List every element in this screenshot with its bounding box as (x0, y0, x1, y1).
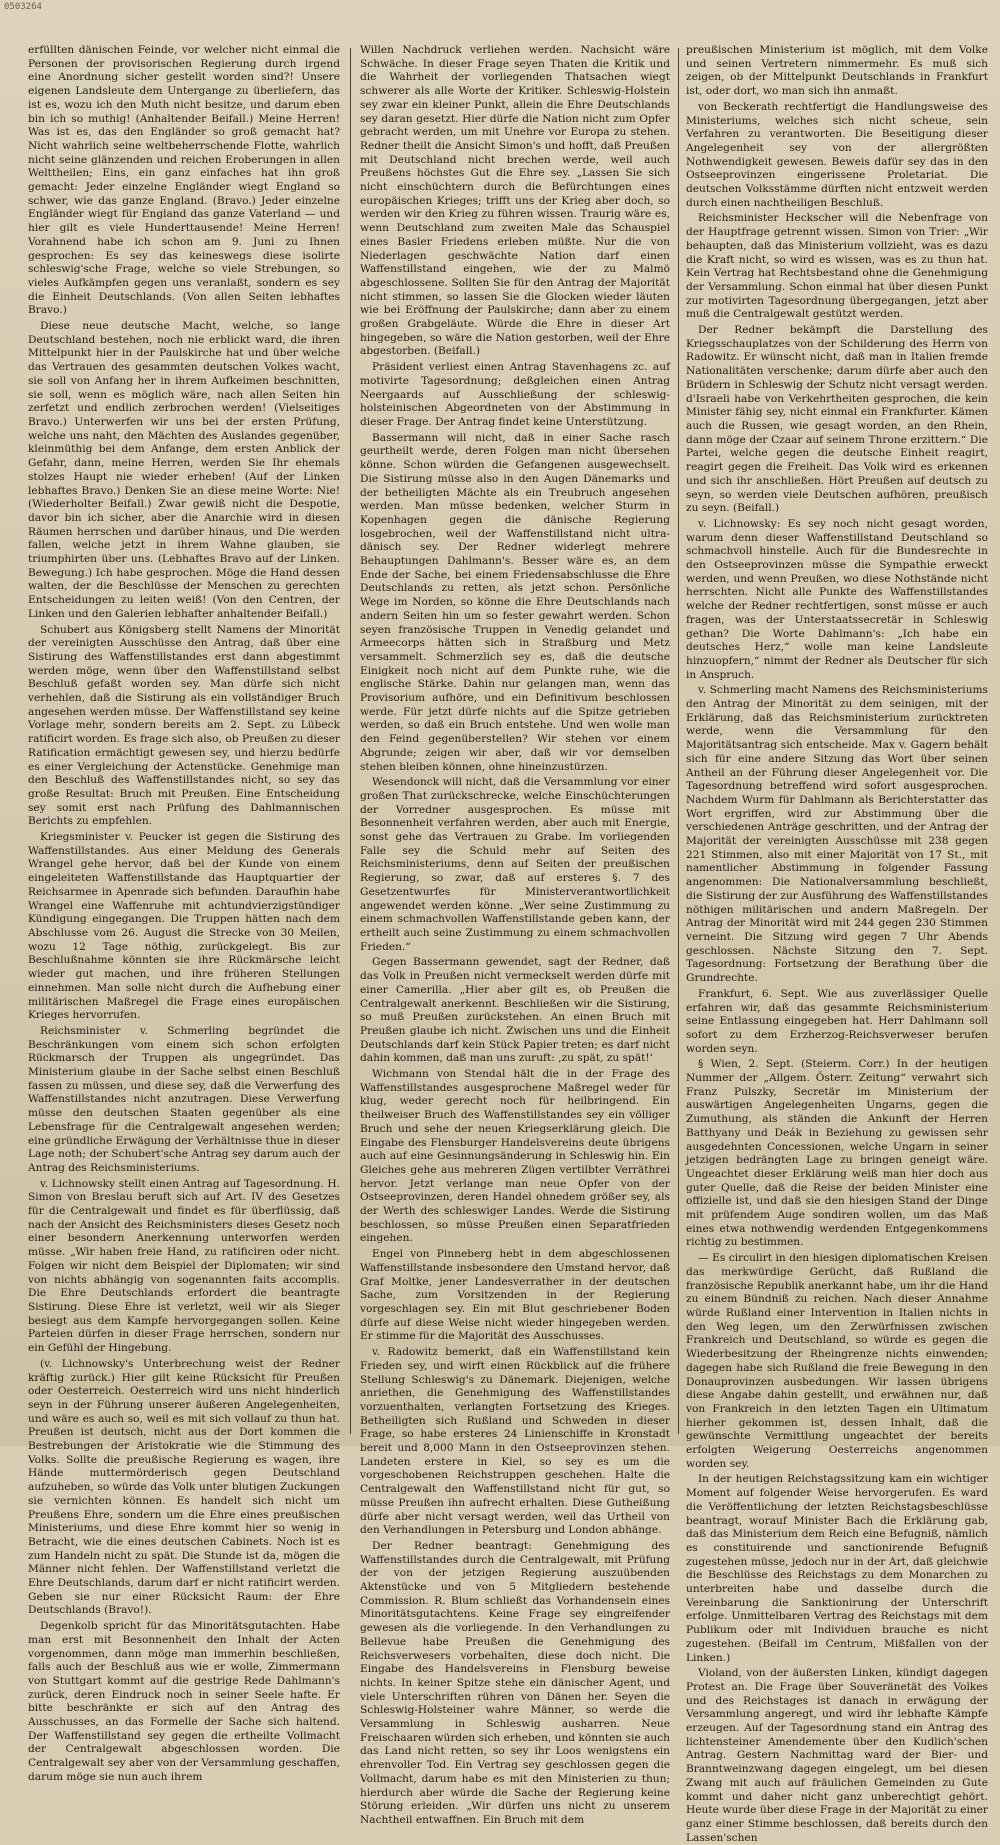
column-divider (350, 48, 351, 1434)
column-1 (28, 44, 340, 1783)
article-paragraph: Violand, von der äußersten Linken, kündigt dagegen Protest an. Die Frage über Souveränetät des Volkes und des Reichstages ist danach in erwägung der Versammlung angeregt, und wird ihr lebhafte Kämpfe erzeugen. Auf der Tagesordnung stand ein Antrag des lichtensteiner Amendemente über den Kudlich'schen Antrag. Gestern Nachmittag ward der Bier- und Branntweinzwang dagegen eingelegt, um bei diesen Zwang mit auch auf fräulichen Gemeinden zu Gute kommt und daher nicht ganz unberechtigt gehört. Heute wurde über diese Frage in der Majorität zu einer ganz einer Stimme beschlossen, daß bereits durch den Lassen'schen (686, 1667, 988, 1844)
article-paragraph: Diese neue deutsche Macht, welche, so lange Deutschland bestehen, noch nie erblickt ward, die ihren Mittelpunkt hier in der Paulskirche hat und über welche das Vertrauen des gesammten deutschen Volkes wacht, sie soll von Anfang her in ihrem Aufkeimen beschnitten, sie soll, wenn es möglich wäre, nach allen Seiten hin zerfetzt und endlich zerbrochen werden! (Vielseitiges Bravo.) Unterwerfen wir uns bei der ersten Prüfung, welche uns naht, den Mächten des Auslandes gegenüber, kleinmüthig bei dem Anfange, dem ersten Anblick der Gefahr, dann, meine Herren, werden Sie Ihr ehemals stolzes Haupt nie wieder erheben! (Auf der Linken lebhaftes Bravo.) Denken Sie an diese meine Worte: Nie! (Wiederholter Beifall.) Zwar gewiß nicht die Despotie, davor bin ich sicher, aber die Anarchie wird in diesen Räumen herrschen und darüber hinaus, und Die werden fallen, welche jetzt in ihrem Wahne glauben, sie triumphirten über uns. (Lebhaftes Bravo auf der Linken. Bewegung.) Ich habe gesprochen. Möge die Hand dessen walten, der die Beschlüsse der Menschen zu gerechten Entscheidungen zu leiten weiß! (Von den Centren, der Linken und den Galerien lebhafter anhaltender Beifall.) (28, 320, 340, 620)
article-paragraph: Der Redner beantragt: Genehmigung des Waffenstillstandes durch die Centralgewalt, mit Prüfung der von der jetzigen Regierung auszuübenden Aktenstücke und von 5 Mitgliedern bestehende Commission. R. Blum schließt das Vorhandensein eines Minoritätsgutachtens. Keine Frage sey eingreifender gewesen als die vorliegende. In den Verhandlungen zu Bellevue habe Preußen die Genehmigung des Reichsverwesers vorbehalten, diese doch nicht. Die Eingabe des Handelsvereins in Flensburg beweise nichts. In keiner Spitze stehe ein dänischer Agent, und viele Unterschriften rühren von Dänen her. Seyen die Schleswig-Holsteiner wahre Männer, so werde die Versammlung in Schleswig ausharren. Neue Freischaaren würden sich erheben, und könnten sie auch das Land nicht retten, so sey ihr Loos wenigstens ein ehrenvoller Tod. Ein Vertrag sey geschlossen gegen die Vollmacht, darum habe es mit den Ministerien zu thun; hierdurch aber würde die Sache der Regierung keine Störung erleiden. „Wir dürfen uns nicht zu unserem Nachtheil entwaffnen. Ein Bruch mit dem (360, 1539, 670, 1826)
article-paragraph: preußischen Ministerium ist möglich, mit dem Volke und seinen Vertretern nimmermehr. Es muß sich zeigen, ob der Mittelpunkt Deutschlands in Frankfurt ist, oder dort, wo man sich ihn anmaßt. (686, 44, 988, 98)
article-paragraph: Wesendonck will nicht, daß die Versammlung vor einer großen That zurückschrecke, welche Einschüchterungen der Vorredner ausgesprochen. Es müsse mit Besonnenheit verfahren werden, aber auch mit Energie, sonst gehe das Vertrauen zu Grabe. Im vorliegenden Falle sey die Schuld mehr auf Seiten des Reichsministeriums, denn auf Seiten der preußischen Regierung, so zwar, daß auf ersteres §. 7 des Gesetzentwurfes für Ministerverantwortlichkeit angewendet werden könne. „Wer seine Zustimmung zu einem schmachvollen Waffenstillstande geben kann, der ertheilt auch seine Zustimmung zu einem schmachvollen Frieden.“ (360, 776, 670, 953)
article-paragraph: v. Radowitz bemerkt, daß ein Waffenstillstand kein Frieden sey, und wirft einen Rückblick auf die frühere Stellung Schleswig's zu Dänemark. Diejenigen, welche anriethen, die Genehmigung des Waffenstillstandes vorzuenthalten, verlangten Fortsetzung des Krieges. Betheiligten sich Rußland und Schweden in dieser Frage, so habe ersteres 24 Linienschiffe in Kronstadt bereit und 8,000 Mann in den Ostseeprovinzen stehen. Landeten erstere in Kiel, so sey es um die vorgeschobenen Reichstruppen geschehen. Halte die Centralgewalt den Waffenstillstand nicht für gut, so müsse Preußen ihn aufrecht erhalten. Diese Gutheißung dürfe aber nicht versagt werden, weil das Urtheil von den Verhandlungen in Petersburg und London abhänge. (360, 1346, 670, 1537)
article-paragraph: Frankfurt, 6. Sept. Wie aus zuverlässiger Quelle erfahren wir, daß das gesammte Reichsministerium seine Entlassung eingegeben hat. Herr Dahlmann soll sofort zu dem Erzherzog-Reichsverweser berufen worden seyn. (686, 987, 988, 1055)
article-paragraph: (v. Lichnowsky's Unterbrechung weist der Redner kräftig zurück.) Hier gilt keine Rücksicht für Preußen oder Oesterreich. Oesterreich wird uns nicht hinderlich seyn in der Führung unserer äußeren Angelegenheiten, und wäre es auch so, weil es mit sich vollauf zu thun hat. Preußen ist deutsch, nicht aus der Dort kommen die Bestrebungen der Aristokratie wie die Stimmung des Volks. Sollte die preußische Regierung es wagen, ihre Hände muttermörderisch gegen Deutschland aufzuheben, so würde das Volk unter blutigen Zuckungen sie vernichten können. Es handelt sich nicht um Preußens Ehre, sondern um die Ehre eines preußischen Ministeriums, und diese Ehre kommt hier so wenig in Betracht, wie die eines deutschen Cabinets. Noch ist es zum Handeln nicht zu spät. Die Stunde ist da, mögen die Männer nicht fehlen. Der Waffenstillstand verletzt die Ehre Deutschlands, darum darf er nicht ratificirt werden. Geben sie nur einer Rücksicht Raum: der Ehre Deutschlands (Bravo!). (28, 1357, 340, 1617)
article-paragraph: § Wien, 2. Sept. (Steierm. Corr.) In der heutigen Nummer der „Allgem. Österr. Zeitung“ verwahrt sich Franz Pulszky, Secretär im Ministerium der auswärtigen Angelegenheiten Ungarns, gegen die Zumuthung, als ständen die Ankunft der Herren Batthyany und Deák in Beziehung zu gewissen sehr ausgedehnten Concessionen, welche Ungarn in seiner jetzigen bedrängten Lage zu bringen geneigt wäre. Ungeachtet dieser Erklärung weiß man hier doch aus guter Quelle, daß die Reise der beiden Minister eine offizielle ist, und daß sie den hiesigen Stand der Dinge mit prüfendem Auge sondiren wollen, um das Maß eines etwa nothwendig werdenden Entgegenkommens richtig zu bestimmen. (686, 1058, 988, 1249)
article-paragraph: Gegen Bassermann gewendet, sagt der Redner, daß das Volk in Preußen nicht vermeckselt werden dürfe mit einer Camerilla. „Hier aber gilt es, ob Preußen die Centralgewalt anerkennt. Beschließen wir die Sistirung, so muß Preußen zurückstehen. An einen Bruch mit Preußen glaube ich nicht. Zwischen uns und die Einheit Deutschlands darf kein Stück Papier treten; es darf nicht dahin kommen, daß man uns zuruft: ‚zu spät, zu spät!‘ (360, 956, 670, 1065)
article-paragraph: Kriegsminister v. Peucker ist gegen die Sistirung des Waffenstillstandes. Aus einer Meldung des Generals Wrangel gehe hervor, daß bei der Kunde von einem eingeleiteten Waffenstillstande das Hauptquartier der Reichsarmee in Apenrade sich befunden. Daraufhin habe Wrangel eine Waffenruhe mit achtundvierzigstündiger Kündigung eingegangen. Die Truppen hätten nach dem Abschlusse vom 26. August die Strecke von 30 Meilen, wozu 12 Tage nöthig, zurückgelegt. Bis zur Beschlußnahme könnten sie ihre Rückmärsche leicht wieder gut machen, und ihre früheren Stellungen einnehmen. Man solle nicht durch die Aufhebung einer militärischen Maßregel die Frage eines europäischen Krieges hervorrufen. (28, 831, 340, 1022)
scan-id: 0503264 (4, 2, 42, 12)
article-paragraph: Wichmann von Stendal hält die in der Frage des Waffenstillstandes ausgesprochene Maßregel weder für klug, weder gerecht noch für heilbringend. Ein theilweiser Bruch des Waffenstillstandes sey ein völliger Bruch und sehe der neuen Kriegserklärung gleich. Die Eingabe des Flensburger Handelsvereins deute übrigens auch auf eine Gesinnungsänderung in Schleswig hin. Ein Gleiches gehe aus mehreren Zügen vertilbter Verräthrei hervor. Jetzt verlange man neue Opfer von der Ostseeprovinzen, deren Handel ohnedem größer sey, als der Werth des schleswiger Landes. Werde die Sistirung beschlossen, so müsse Preußen einen Separatfrieden eingehen. (360, 1068, 670, 1245)
article-paragraph: erfüllten dänischen Feinde, vor welcher nicht einmal die Personen der provisorischen Regierung durch irgend eine Anordnung sicher gestellt worden sind?! Unsere eigenen Landsleute dem Untergange zu überliefern, das ist es, wozu ich den Muth nicht besitze, und darum eben bin ich so muthig! (Anhaltender Beifall.) Meine Herren! Was ist es, das den Engländer so groß gemacht hat? Nicht wahrlich seine weltbeherrschende Flotte, wahrlich nicht seine glänzenden und reichen Eroberungen in allen Welttheilen; Eins, ein ganz einfaches hat ihn groß gemacht: Jeder einzelne Engländer wiegt England so schwer, wie das ganze England. (Bravo.) Jeder einzelne Engländer wiegt für England das ganze Vaterland — und hier gilt es viele Hunderttausende! Meine Herren! Vorahnend habe ich schon am 9. Juni zu Ihnen gesprochen: Es sey das keineswegs diese isolirte schleswig'sche Frage, welche so viele Strebungen, so vieles Aufkämpfen gegen uns veranlaßt, sondern es sey die Einheit Deutschlands. (Von allen Seiten lebhaftes Bravo.) (28, 44, 340, 317)
article-paragraph: Degenkolb spricht für das Minoritätsgutachten. Habe man erst mit Besonnenheit den Inhalt der Acten vorgenommen, dann möge man immerhin beschließen, falls auch der Beschluß aus wie er wolle, Zimmermann von Stuttgart kommt auf die gestrige Rede Dahlmann's zurück, deren Eindruck noch in seiner Seele hafte. Er bitte beschränkte er sich auf den Antrag des Ausschusses, an das Formelle der Sache sich haltend. Der Waffenstillstand sey gegen die ertheilte Vollmacht der Centralgewalt abgeschlossen worden. Die Centralgewalt sey aber von der Versammlung geschaffen, darum möge sie nun auch ihrem (28, 1620, 340, 1783)
article-paragraph: von Beckerath rechtfertigt die Handlungsweise des Ministeriums, welches sich nicht scheue, sein Verfahren zu verantworten. Die Beseitigung dieser Angelegenheit sey von der allergrößten Nothwendigkeit gewesen. Beweis dafür sey das in den Ostseeprovinzen eingerissene Proletariat. Die deutschen Volksstämme dürften nicht entzweit werden durch einen nachtheiligen Beschluß. (686, 100, 988, 209)
article-paragraph: Reichsminister Heckscher will die Nebenfrage von der Hauptfrage getrennt wissen. Simon von Trier: „Wir behaupten, daß das Ministerium vollzieht, was es dazu die Kraft nicht, so wird es wissen, was es zu thun hat. Kein Vertrag hat Rechtsbestand ohne die Genehmigung der Versammlung. Schon einmal hat über diesen Punkt zur motivirten Tagesordnung übergegangen, jetzt aber muß die Centralgewalt gestützt werden. (686, 212, 988, 321)
column-3 (686, 44, 988, 1844)
article-paragraph: Bassermann will nicht, daß in einer Sache rasch geurtheilt werde, deren Folgen man nicht übersehen könne. Schon würden die Gefangenen ausgewechselt. Die Sistirung müsse also in den Augen Dänemarks und der betheiligten Mächte als ein Treubruch angesehen werden. Man müsse bedenken, welcher Sturm in Kopenhagen gegen die dänische Regierung losgebrochen, weil der Waffenstillstand nicht ultra-dänisch sey. Der Redner widerlegt mehrere Behauptungen Dahlmann's. Besser wäre es, an dem Ende der Sache, bei einem Friedensabschlusse die Ehre Deutschlands zu retten, als jetzt schon. Persönliche Wege im Norden, so könne die Ehre Deutschlands nach andern Seiten hin um so fester gewahrt werden. Schon seyen französische Truppen in Venedig gelandet und Armeecorps hätten sich in Straßburg und Metz versammelt. Schmerzlich sey es, daß die deutsche Einigkeit noch nicht auf dem Punkte ruhe, wie die englische Stärke. Dahin nur gelangen man, wenn das Provisorium aufhöre, und ein Definitivum beschlossen werde. Für jetzt dürfe nichts auf die Spitze getrieben werden, so daß ein Bruch entstehe. Und wen wolle man den Feind gegenüberstellen? Wir stehen vor einem Abgrunde; zeigen wir aber, daß wir vor demselben stehen bleiben können, ohne hineinzustürzen. (360, 431, 670, 773)
article-paragraph: In der heutigen Reichstagssitzung kam ein wichtiger Moment auf folgender Weise hervorgerufen. Es ward die Veröffentlichung der letzten Reichstagsbeschlüsse beantragt, worauf Minister Bach die Erklärung gab, daß das Ministerium dem Reich eine Befugniß, nämlich es constituirende und sanctionirende Befugniß zugestehen müsse, jedoch nur in der Art, daß gleichwie die Beschlüsse des Reichstags zu dem Monarchen zu unterbreiten habe und dasselbe durch die Vereinbarung die Sanktionirung der Unterschrift erfolge. Unmittelbaren Vertrag des Reichstags mit dem Publikum oder mit Individuen brauche es nicht zugestehen. (Beifall im Centrum, Mißfallen von der Linken.) (686, 1473, 988, 1664)
column-divider (678, 48, 679, 1434)
article-paragraph: Schubert aus Königsberg stellt Namens der Minorität der vereinigten Ausschüsse den Antrag, daß über eine Sistirung des Waffenstillstandes erst dann abgestimmt werden möge, wenn über den Waffenstillstand selbst Beschluß gefaßt worden sey. Man dürfe sich nicht verhehlen, daß die Sistirung als ein vollständiger Bruch angesehen werden müsse. Der Waffenstillstand sey keine Vorlage mehr, sondern bereits am 2. Sept. zu Lübeck ratificirt worden. Es frage sich also, ob Preußen zu dieser Ratification ermächtigt gewesen sey, und hierzu bedürfe es einer Vergleichung der Actenstücke. Genehmige man den Beschluß des Waffenstillstandes nicht, so sey das große Resultat: Bruch mit Preußen. Eine Entscheidung sey somit erst nach Prüfung des Dahlmannischen Berichts zu empfehlen. (28, 623, 340, 828)
article-paragraph: v. Lichnowsky: Es sey noch nicht gesagt worden, warum denn dieser Waffenstillstand Deutschland so schmachvoll hinstelle. Auch für die Bundesrechte in den Ostseeprovinzen müsse die Sympathie erweckt werden, und wenn Preußen, wo diese Nothstände nicht herrschten. Nicht alle Punkte des Waffenstillstandes welche der Redner rechtfertigen, sonst müsse er auch fragen, was der Unterstaatssecretär in Schleswig gethan? Die Worte Dahlmann's: „Ich habe ein deutsches Herz,“ wolle man keine Landsleute hinzuopfern,“ nimmt der Redner als Deutscher für sich in Anspruch. (686, 517, 988, 681)
article-paragraph: Engel von Pinneberg hebt in dem abgeschlossenen Waffenstillstande insbesondere den Umstand hervor, daß Graf Moltke, jener Landesverrather in der deutschen Sache, zum Vorsitzenden in der Regierung vorgeschlagen sey. Ein mit Blut geschriebener Boden dürfe auf diese Weise nicht wieder hingegeben werden. Er stimme für die Majorität des Ausschusses. (360, 1248, 670, 1343)
article-paragraph: v. Lichnowsky stellt einen Antrag auf Tagesordnung. H. Simon von Breslau beruft sich auf Art. IV des Gesetzes für die Centralgewalt und findet es für überflüssig, daß nach der Ansicht des Reichsministers dieses Gesetz noch einer besondern Anerkennung unterworfen werden müsse. „Wir haben freie Hand, zu ratificiren oder nicht. Folgen wir nicht dem Beispiel der Diplomaten; wir sind von nichts abhängig von sogenannten faits accomplis. Die Ehre Deutschlands erfordert die beantragte Sistirung. Diese Ehre ist verletzt, weil wir als Sieger besiegt aus dem Kampfe hervorgegangen sollen. Keine Parteien dürfen in dieser Frage herrschen, sondern nur ein Gefühl der Hingebung. (28, 1177, 340, 1355)
article-paragraph: Willen Nachdruck verliehen werden. Nachsicht wäre Schwäche. In dieser Frage seyen Thaten die Kritik und die Wahrheit der vorliegenden Thatsachen wiegt schwerer als alle Worte der Kritiker. Schleswig-Holstein sey zwar ein kleiner Punkt, allein die Ehre Deutschlands sey daran gesetzt. Hier dürfe die Nation nicht zum Opfer gebracht werden, um mit Unehre vor Europa zu stehen. Redner theilt die Ansicht Simon's und hofft, daß Preußen mit Deutschland nicht brechen werde, weil auch Preußens höchstes Gut die Ehre sey. „Lassen Sie sich nicht einschüchtern durch die Befürchtungen eines europäischen Krieges; trifft uns der Krieg aber doch, so werden wir den Krieg zu führen wissen. Traurig wäre es, wenn Deutschland zum zweiten Male das Schauspiel eines Basler Friedens erleben müßte. Nur die von Niederlagen geschwächte Nation darf einen Waffenstillstand eingehen, wie der zu Malmö abgeschlossene. Sollten Sie für den Antrag der Majorität nicht stimmen, so lassen Sie die Glocken wieder läuten wie bei Eröffnung der Paulskirche; dann aber zu einem großen Grabgeläute. Würde die Ehre in dieser Art hingegeben, so wäre die Nation gestorben, weil der Ehre abgestorben. (Beifall.) (360, 44, 670, 358)
article-paragraph: Präsident verliest einen Antrag Stavenhagens zc. auf motivirte Tagesordnung; deßgleichen einen Antrag Neergaards auf Ausschließung der schleswig-holsteinischen Abgeordneten von der Abstimmung in dieser Frage. Der Antrag findet keine Unterstützung. (360, 361, 670, 428)
article-paragraph: Der Redner bekämpft die Darstellung des Kriegsschauplatzes von der Schilderung des Herrn von Radowitz. Er wünscht nicht, daß man in Italien fremde Nationalitäten verschenke; darum dürfe aber auch den Brüdern in Schleswig der Schutz nicht versagt werden. d'Israeli habe von Verkehrtheiten gesprochen, die kein Minister fähig sey, nicht einmal ein Frankfurter. Kämen auch die Russen, wie gesagt worden, an den Rhein, dann möge der Czaar auf seinem Throne erzittern.“ Die Partei, welche gegen die deutsche Einheit reagirt, reagirt gegen die Freiheit. Das Volk wird es erkennen und sich ihr anschließen. Hört Preußen auf deutsch zu seyn, so werden viele Deutschen aufhören, preußisch zu seyn. (Beifall.) (686, 324, 988, 515)
article-paragraph: — Es circulirt in den hiesigen diplomatischen Kreisen das merkwürdige Gerücht, daß Rußland die französische Republik anerkannt habe, um ihr die Hand zu einem Bündniß zu reichen. Nach dieser Annahme würde Rußland einer Intervention in Italien nichts in den Weg legen, um den Zerwürfnissen zwischen Frankreich und Deutschland, so würde es gegen die Wiederbesitzung der Rheingrenze nichts einwenden; dagegen habe sich Rußland die freie Bewegung in den Donauprovinzen ausbedungen. Wir lassen übrigens diese Angabe dahin gestellt, und erwähnen nur, daß von Frankreich in den letzten Tagen ein Ultimatum hierher gekommen ist, dessen Inhalt, daß die gewünschte Vermittlung ungeachtet der bereits erfolgten Weigerung Oesterreichs angenommen worden sey. (686, 1252, 988, 1470)
article-paragraph: v. Schmerling macht Namens des Reichsministeriums den Antrag der Minorität zu dem seinigen, mit der Erklärung, daß das Reichsministerium zurücktreten werde, wenn die Versammlung für den Majoritätsantrag sich entscheide. Max v. Gagern behält sich für eine andere Sitzung das Wort über seinen Antheil an der Führung dieser Angelegenheit vor. Die Tagesordnung betreffend wird sofort ausgesprochen. Nachdem Wurm für Dahlmann als Berichterstatter das Wort ergriffen, wird zur Abstimmung über die verschiedenen Anträge geschritten, und der Antrag der Majorität der vereinigten Ausschüsse mit 238 gegen 221 Stimmen, also mit einer Majorität von 17 St., mit namentlicher Abstimmung in folgender Fassung angenommen: Die Nationalversammlung beschließt, die Sistirung der zur Ausführung des Waffenstillstandes nöthigen militärischen und andern Maßregeln. Der Antrag der Minorität wird mit 244 gegen 230 Stimmen verneint. Die Sitzung wird gegen 7 Uhr Abends geschlossen. Nächste Sitzung den 7. Sept. Tagesordnung: Fortsetzung der Berathung über die Grundrechte. (686, 684, 988, 985)
column-2 (360, 44, 670, 1826)
article-paragraph: Reichsminister v. Schmerling begründet die Beschränkungen vom einem sich schon erfolgten Rückmarsch der Truppen als ungegründet. Das Ministerium glaube in der Sache selbst einen Beschluß fassen zu müssen, und diese sey, daß die Verwerfung des Waffenstillstandes nicht anzutragen. Diese Verwerfung müsse den deutschen Staaten gegenüber als eine Lebensfrage für die Centralgewalt angesehen werden; eine gründliche Erwägung der Verhältnisse thue in dieser Lage noth; der Schubert'sche Antrag sey darum auch der Antrag des Reichsministeriums. (28, 1024, 340, 1174)
